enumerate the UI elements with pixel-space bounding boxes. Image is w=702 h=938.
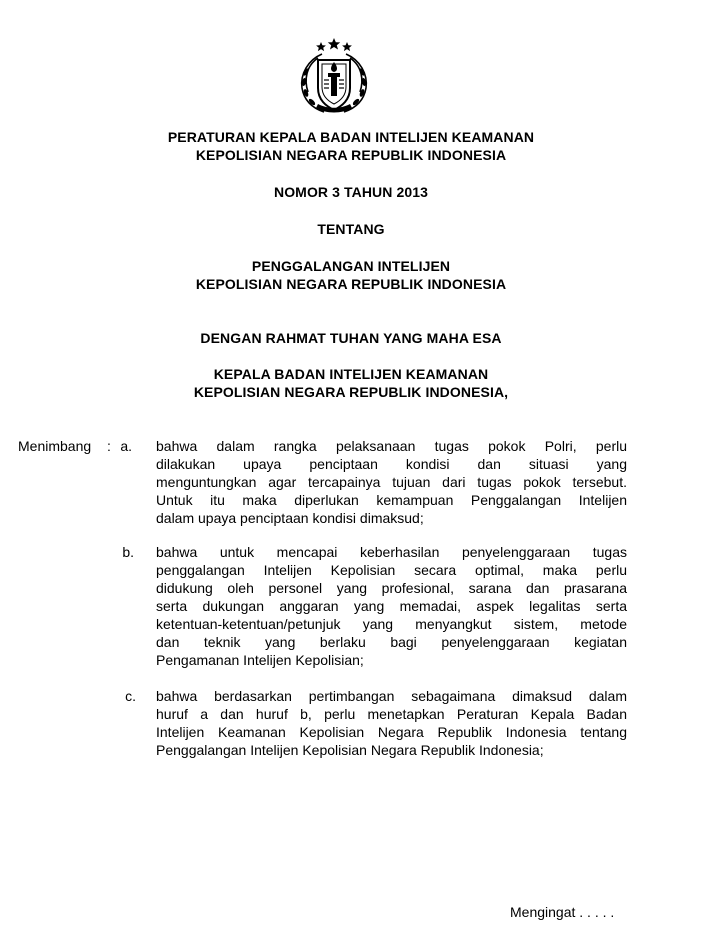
item-letter-c: c. (125, 688, 136, 704)
item-letter-b: b. (122, 544, 134, 560)
regulation-title (0, 128, 702, 164)
about-heading (0, 220, 702, 238)
issuer-heading (0, 365, 702, 401)
about-text: TENTANG (317, 221, 385, 237)
considering-item-b (156, 543, 627, 669)
continuation-note: Mengingat . . . . . (510, 904, 615, 920)
subject-line: PENGGALANGAN INTELIJEN (251, 258, 451, 274)
considering-label: Menimbang (18, 438, 92, 454)
item-letter-a: a. (120, 438, 132, 454)
item-line: bahwa dalam rangka pelaksanaan tugas pokok Polri, perlu (156, 438, 627, 454)
item-line: bahwa berdasarkan pertimbangan sebagaimana dimaksud dalam (156, 688, 627, 704)
police-emblem-icon (296, 38, 372, 116)
blessing-heading (0, 329, 702, 347)
item-line: Pengamanan Intelijen Kepolisian; (156, 652, 364, 668)
title-line: PERATURAN KEPALA BADAN INTELIJEN KEAMANAN (167, 129, 535, 145)
item-line: Untuk itu maka diperlukan kemampuan Penggalangan Intelijen (156, 492, 627, 508)
item-line: serta dukungan anggaran yang memadai, aspek legalitas serta (156, 598, 627, 614)
item-line: ketentuan-ketentuan/petunjuk yang menyangkut sistem, metode (156, 616, 627, 632)
item-line: dilakukan upaya penciptaan kondisi dan situasi yang (156, 456, 627, 472)
item-line: huruf a dan huruf b, perlu menetapkan Peraturan Kepala Badan (156, 706, 627, 722)
item-line: Intelijen Keamanan Kepolisian Negara Republik Indonesia tentang (156, 724, 627, 740)
regulation-subject (0, 257, 702, 293)
subject-line: KEPOLISIAN NEGARA REPUBLIK INDONESIA (195, 276, 507, 292)
blessing-text: DENGAN RAHMAT TUHAN YANG MAHA ESA (200, 330, 502, 346)
number-text: NOMOR 3 TAHUN 2013 (273, 184, 429, 200)
item-line: Penggalangan Intelijen Kepolisian Negara Republik Indonesia; (156, 742, 544, 758)
considering-item-c (156, 687, 627, 759)
considering-colon: : (107, 438, 111, 454)
item-line: dan teknik yang berlaku bagi penyelenggaraan kegiatan (156, 634, 627, 650)
item-line: bahwa untuk mencapai keberhasilan penyelenggaraan tugas (156, 544, 627, 560)
regulation-number (0, 183, 702, 201)
item-line: penggalangan Intelijen Kepolisian secara optimal, maka perlu (156, 562, 627, 578)
item-line: didukung oleh personel yang profesional, sarana dan prasarana (156, 580, 627, 596)
title-line: KEPOLISIAN NEGARA REPUBLIK INDONESIA (195, 147, 507, 163)
item-line: dalam upaya penciptaan kondisi dimaksud; (156, 510, 424, 526)
item-line: menguntungkan agar tercapainya tujuan dari tugas pokok tersebut. (156, 474, 627, 490)
issuer-line: KEPALA BADAN INTELIJEN KEAMANAN (213, 366, 489, 382)
issuer-line: KEPOLISIAN NEGARA REPUBLIK INDONESIA, (193, 384, 509, 400)
considering-item-a (156, 437, 627, 527)
